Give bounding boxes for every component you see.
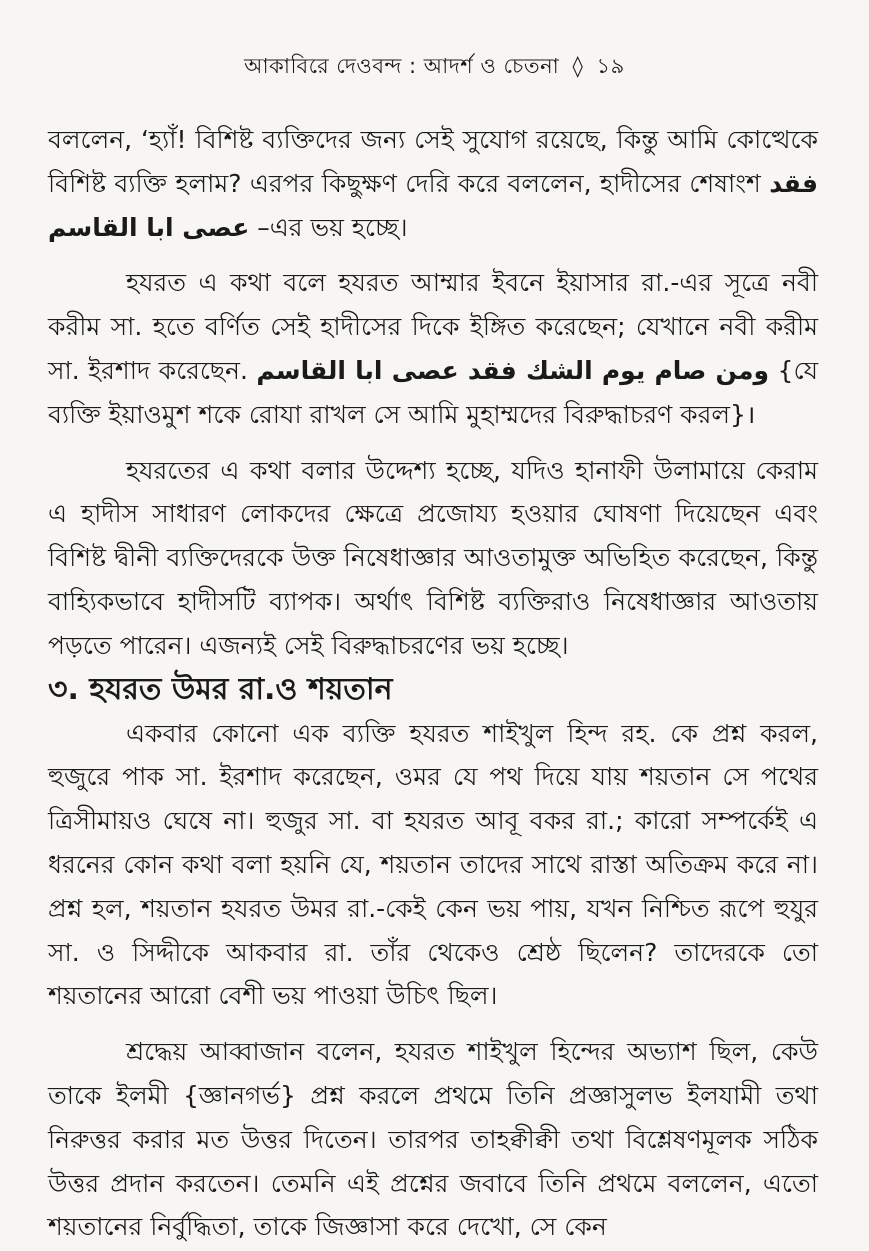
page-number: ১৯ <box>596 54 625 78</box>
running-header <box>0 50 869 85</box>
paragraph-1: বললেন, ‘হ্যাঁ! বিশিষ্ট ব্যক্তিদের জন্য সেই সুযোগ রয়েছে, কিন্তু আমি কোত্থেকে বিশিষ্ট ব্যক্তি হলাম? এরপর কিছুক্ষণ দেরি করে বললেন, হাদীসের শেষাংশ فقد عصى ابا القاسم –এর ভয় হচ্ছে। <box>48 125 818 242</box>
paragraph-3: হযরতের এ কথা বলার উদ্দেশ্য হচ্ছে, যদিও হানাফী উলামায়ে কেরাম এ হাদীস সাধারণ লোকদের ক্ষেত্রে প্রজোয্য হওয়ার ঘোষণা দিয়েছেন এবং বিশিষ্ট দ্বীনী ব্যক্তিদেরকে উক্ত নিষেধাজ্ঞার আওতামুক্ত অভিহিত করেছেন, কিন্তু বাহ্যিকভাবে হাদীসটি ব্যাপক। অর্থাৎ বিশিষ্ট ব্যক্তিরাও নিষেধাজ্ঞার আওতায় পড়তে পারেন। এজন্যই সেই বিরুদ্ধাচরণের ভয় হচ্ছে। <box>48 455 818 660</box>
header-title: আকাবিরে দেওবন্দ : আদর্শ ও চেতনা <box>244 54 560 78</box>
section-heading: ৩. হযরত উমর রা.ও শয়তান <box>48 671 393 707</box>
paragraph-4: একবার কোনো এক ব্যক্তি হযরত শাইখুল হিন্দ রহ. কে প্রশ্ন করল, হুজুরে পাক সা. ইরশাদ করেছেন, ওমর যে পথ দিয়ে যায় শয়তান সে পথের ত্রিসীমায়ও ঘেষে না। হুজুর সা. বা হযরত আবূ বকর রা.; কারো সম্পর্কেই এ ধরনের কোন কথা বলা হয়নি যে, শয়তান তাদের সাথে রাস্তা অতিক্রম করে না। প্রশ্ন হল, শয়তান হযরত উমর রা.-কেই কেন ভয় পায়, যখন নিশ্চিত রূপে হুযুর সা. ও সিদ্দীকে আকবার রা. তাঁর থেকেও শ্রেষ্ঠ ছিলেন? তাদেরকে তো শয়তানের আরো বেশী ভয় পাওয়া উচিৎ ছিল। <box>48 718 818 1011</box>
paragraph-5: শ্রদ্ধেয় আব্বাজান বলেন, হযরত শাইখুল হিন্দের অভ্যাশ ছিল, কেউ তাকে ইলমী {জ্ঞানগর্ভ} প্রশ্ন করলে প্রথমে তিনি প্রজ্ঞাসুলভ ইলযামী তথা নিরুত্তর করার মত উত্তর দিতেন। তারপর তাহক্বীক্বী তথা বিশ্লেষণমূলক সঠিক উত্তর প্রদান করতেন। তেমনি এই প্রশ্নের জবাবে তিনি প্রথমে বললেন, এতো শয়তানের নির্বুদ্ধিতা, তাকে জিজ্ঞাসা করে দেখো, সে কেন <box>48 1037 818 1242</box>
arabic-quote-1: فقد عصى ابا القاسم <box>48 168 818 242</box>
arabic-quote-2: ومن صام يوم الشك فقد عصى ابا القاسم <box>256 355 770 385</box>
paragraph-2: হযরত এ কথা বলে হযরত আম্মার ইবনে ইয়াসার রা.-এর সূত্রে নবী করীম সা. হতে বর্ণিত সেই হাদীসের দিকে ইঙ্গিত করেছেন; যেখানে নবী করীম সা. ইরশাদ করেছেন. ومن صام يوم الشك فقد عصى ابا القاسم {যে ব্যক্তি ইয়াওমুশ শকে রোযা রাখল সে আমি মুহাম্মদের বিরুদ্ধাচরণ করল}। <box>48 268 818 429</box>
body-text <box>48 118 818 1249</box>
header-separator: ◊ <box>572 54 584 78</box>
